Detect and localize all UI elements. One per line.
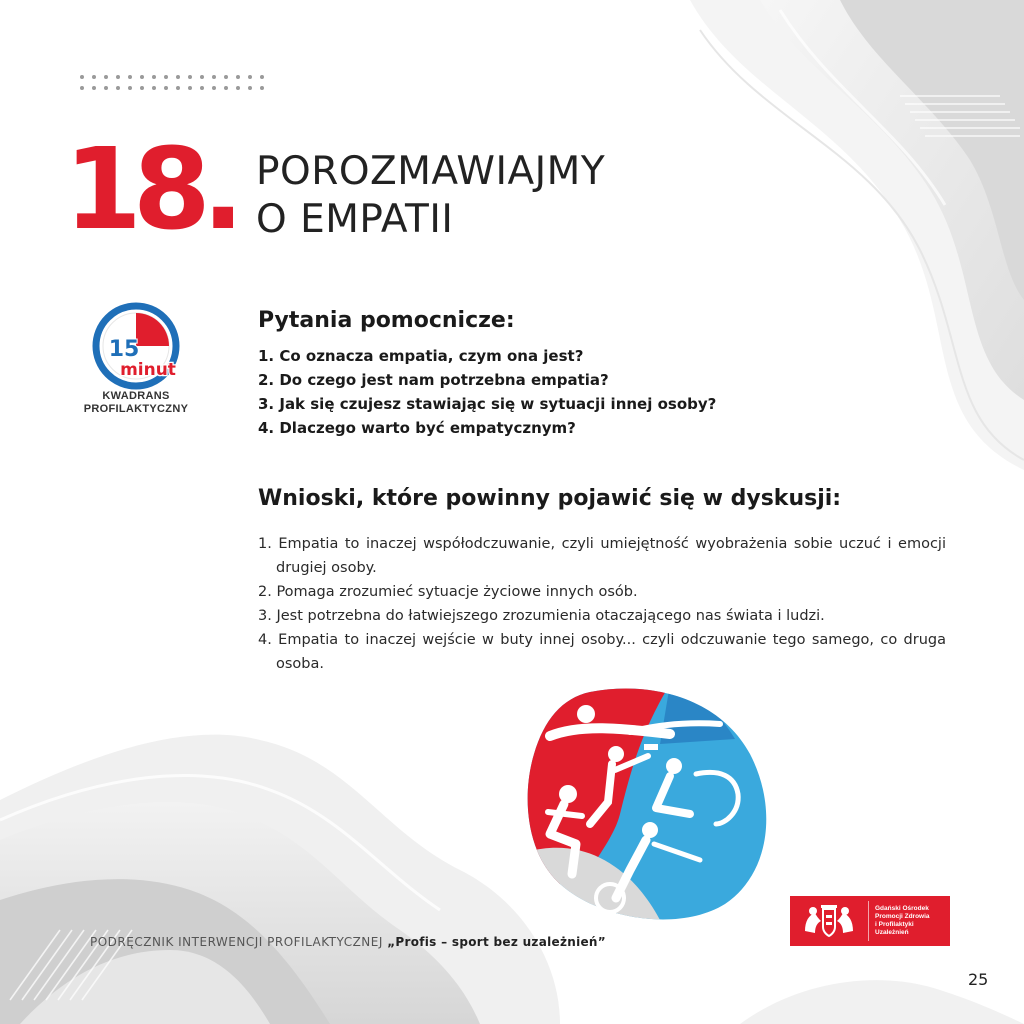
org-logo bbox=[790, 896, 950, 946]
dotted-line-decoration bbox=[80, 74, 270, 92]
badge-line2: PROFILAKTYCZNY bbox=[83, 403, 189, 415]
conclusion-item-1: 1. Empatia to inaczej współodczuwanie, czyli umiejętność wyobrażenia sobie uczuć i emocji drugiej osoby. bbox=[258, 536, 946, 576]
sport-pictogram-logo bbox=[520, 684, 770, 920]
chapter-number: 18. bbox=[64, 125, 236, 255]
chapter-title-line2: O EMPATII bbox=[256, 197, 454, 242]
stopwatch-icon bbox=[86, 302, 186, 390]
footer-text bbox=[90, 935, 606, 949]
conclusion-item-3: 3. Jest potrzebna do łatwiejszego zrozumienia otaczającego nas świata i ludzi. bbox=[258, 608, 825, 624]
question-item-2: 2. Do czego jest nam potrzebna empatia? bbox=[258, 371, 609, 389]
question-item-4: 4. Dlaczego warto być empatycznym? bbox=[258, 419, 576, 437]
conclusions-list bbox=[258, 532, 946, 676]
lions-crest-icon bbox=[790, 896, 868, 946]
kwadrans-badge bbox=[72, 302, 200, 416]
footer-highlight: „Profis – sport bez uzależnień” bbox=[387, 935, 606, 949]
conclusion-item-4: 4. Empatia to inaczej wejście w buty innej osoby... czyli odczuwanie tego samego, co druga osoba. bbox=[258, 632, 946, 672]
questions-heading: Pytania pomocnicze: bbox=[258, 308, 515, 333]
org-name-line3: i Profilaktyki bbox=[875, 921, 914, 928]
org-name-line1: Gdański Ośrodek bbox=[875, 905, 929, 912]
badge-line1: KWADRANS bbox=[102, 390, 170, 402]
timer-unit: minut bbox=[120, 360, 176, 380]
org-name-line4: Uzależnień bbox=[875, 929, 909, 936]
chapter-title-line1: POROZMAWIAJMY bbox=[256, 149, 606, 194]
questions-list bbox=[258, 344, 818, 440]
question-item-3: 3. Jak się czujesz stawiając się w sytuacji innej osoby? bbox=[258, 395, 717, 413]
org-name-line2: Promocji Zdrowia bbox=[875, 913, 930, 920]
footer-publication: PODRĘCZNIK INTERWENCJI PROFILAKTYCZNEJ bbox=[90, 935, 388, 949]
org-name bbox=[869, 905, 930, 937]
question-item-1: 1. Co oznacza empatia, czym ona jest? bbox=[258, 347, 584, 365]
page-number: 25 bbox=[968, 970, 989, 989]
chapter-title bbox=[256, 148, 605, 244]
timer-number: 15 bbox=[108, 337, 140, 362]
conclusions-heading: Wnioski, które powinny pojawić się w dyskusji: bbox=[258, 486, 842, 511]
conclusion-item-2: 2. Pomaga zrozumieć sytuacje życiowe innych osób. bbox=[258, 584, 638, 600]
